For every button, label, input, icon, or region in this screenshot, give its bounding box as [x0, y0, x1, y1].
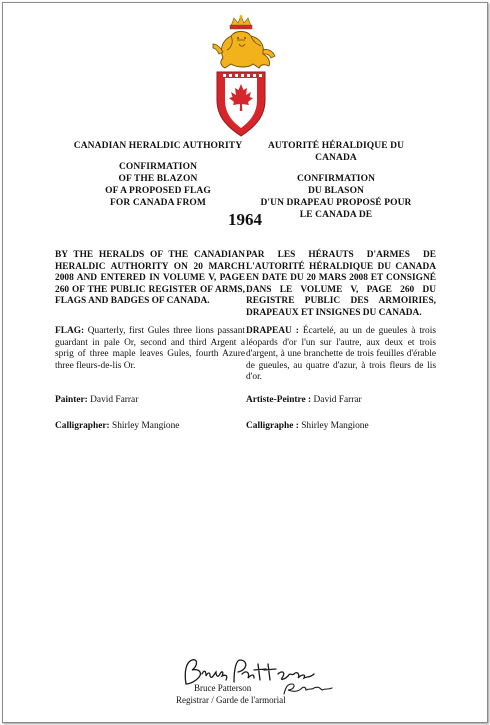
french-flag-label: DRAPEAU : — [246, 326, 299, 336]
english-calligrapher-name: Shirley Mangione — [109, 421, 180, 431]
year-heading: 1964 — [228, 210, 262, 229]
french-authority-title: AUTORITÉ HÉRALDIQUE DU CANADA — [267, 141, 405, 163]
french-flag-text: Écartelé, au un de gueules à trois léopards d'or l'un sur l'autre, aux deux et trois d'argent, à une branchette de trois feuilles d'érable de gueules, au quatre d'azur, à trois fleurs de lis d'or. — [246, 326, 436, 383]
french-painter-name: David Farrar — [311, 395, 362, 405]
signatory-title: Registrar / Garde de l'armorial — [176, 695, 286, 705]
french-intro: PAR LES HÉRAUTS D'ARMES DE L'AUTORITÉ HÉRALDIQUE DU CANADA EN DATE DU 20 MARS 2008 ET CONSIGNÉ DANS LE VOLUME V, PAGE 260 DU REGISTRE PUBLIC DES ARMOIRIES, DRAPEAUX ET INSIGNES DU CANADA. — [246, 250, 436, 318]
english-painter — [55, 395, 245, 407]
french-subtitle-line: DU BLASON — [307, 186, 365, 196]
french-subtitle-line: LE CANADA DE — [299, 210, 373, 220]
lion-icon — [213, 32, 275, 69]
french-flag-blazon — [246, 326, 436, 384]
english-calligrapher-label: Calligrapher: — [55, 421, 110, 431]
heraldic-authority-emblem — [201, 14, 281, 138]
english-calligrapher — [55, 421, 245, 433]
french-calligrapher — [246, 421, 436, 433]
english-painter-label: Painter: — [55, 395, 88, 405]
english-subtitle-line: CONFIRMATION — [118, 162, 198, 172]
english-flag-text: Quarterly, first Gules three lions passant guardant in pale Or, second and third Argent a sprig of three maple leaves Gules, fourth Azure three fleurs-de-lis Or. — [55, 326, 245, 371]
english-subtitle-line: OF A PROPOSED FLAG — [105, 186, 211, 196]
english-flag-label: FLAG: — [55, 326, 85, 336]
french-calligrapher-name: Shirley Mangione — [298, 421, 369, 431]
french-painter-label: Artiste-Peintre : — [246, 395, 312, 405]
english-header — [62, 140, 254, 209]
english-painter-name: David Farrar — [87, 395, 139, 405]
english-subtitle-line: OF THE BLAZON — [118, 174, 198, 184]
french-painter — [246, 395, 436, 407]
english-subtitle — [62, 161, 254, 209]
crown-icon — [230, 15, 252, 29]
french-subtitle-line: CONFIRMATION — [296, 174, 376, 184]
french-header — [246, 140, 426, 221]
english-subtitle-line: FOR CANADA FROM — [110, 198, 206, 208]
english-authority-title: CANADIAN HERALDIC AUTHORITY — [73, 141, 243, 151]
english-flag-blazon — [55, 326, 245, 372]
signatory-name: Bruce Patterson — [194, 683, 252, 693]
french-calligrapher-label: Calligraphe : — [246, 421, 299, 431]
signature-block — [176, 654, 356, 716]
english-intro: BY THE HERALDS OF THE CANADIAN HERALDIC AUTHORITY ON 20 MARCH 2008 AND ENTERED IN VOLUME V, PAGE 260 OF THE PUBLIC REGISTER OF ARMS, FLAGS AND BADGES OF CANADA. — [55, 250, 245, 307]
french-subtitle-line: D'UN DRAPEAU PROPOSÉ POUR — [260, 198, 412, 208]
